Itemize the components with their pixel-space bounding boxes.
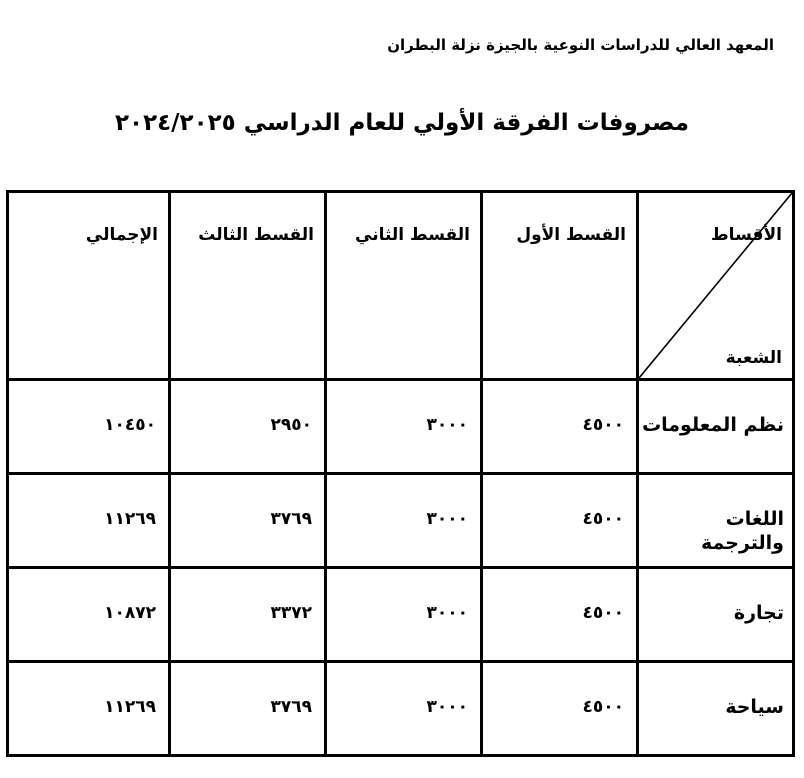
installments-label: الأقساط (711, 225, 782, 245)
department-cell: تجارة (638, 568, 794, 662)
page-title: مصروفات الفرقة الأولي للعام الدراسي ٢٠٢٤/٢٠٢٥ (115, 110, 689, 136)
amount-cell: ٤٥٠٠ (482, 662, 638, 756)
amount-cell: ٣٣٧٢ (170, 568, 326, 662)
table-row (8, 662, 794, 756)
fees-table (6, 190, 795, 757)
amount-cell: ٤٥٠٠ (482, 380, 638, 474)
column-header: القسط الثاني (326, 192, 482, 380)
table-row (8, 568, 794, 662)
column-header: القسط الأول (482, 192, 638, 380)
total-cell: ١١٢٦٩ (8, 662, 170, 756)
amount-cell: ٤٥٠٠ (482, 568, 638, 662)
department-label: الشعبة (725, 348, 782, 368)
amount-cell: ٣٠٠٠ (326, 474, 482, 568)
department-cell: نظم المعلومات (638, 380, 794, 474)
table-row (8, 474, 794, 568)
amount-cell: ٣٠٠٠ (326, 568, 482, 662)
amount-cell: ٣٠٠٠ (326, 662, 482, 756)
column-header: الإجمالي (8, 192, 170, 380)
table-header-row (8, 192, 794, 380)
amount-cell: ٣٠٠٠ (326, 380, 482, 474)
total-cell: ١٠٤٥٠ (8, 380, 170, 474)
amount-cell: ٢٩٥٠ (170, 380, 326, 474)
total-cell: ١٠٨٧٢ (8, 568, 170, 662)
amount-cell: ٤٥٠٠ (482, 474, 638, 568)
corner-header-cell (638, 192, 794, 380)
department-cell: اللغات والترجمة (638, 474, 794, 568)
institute-name: المعهد العالي للدراسات النوعية بالجيزة نزلة البطران (387, 36, 774, 54)
amount-cell: ٣٧٦٩ (170, 662, 326, 756)
total-cell: ١١٢٦٩ (8, 474, 170, 568)
table-row (8, 380, 794, 474)
column-header: القسط الثالث (170, 192, 326, 380)
amount-cell: ٣٧٦٩ (170, 474, 326, 568)
department-cell: سياحة (638, 662, 794, 756)
